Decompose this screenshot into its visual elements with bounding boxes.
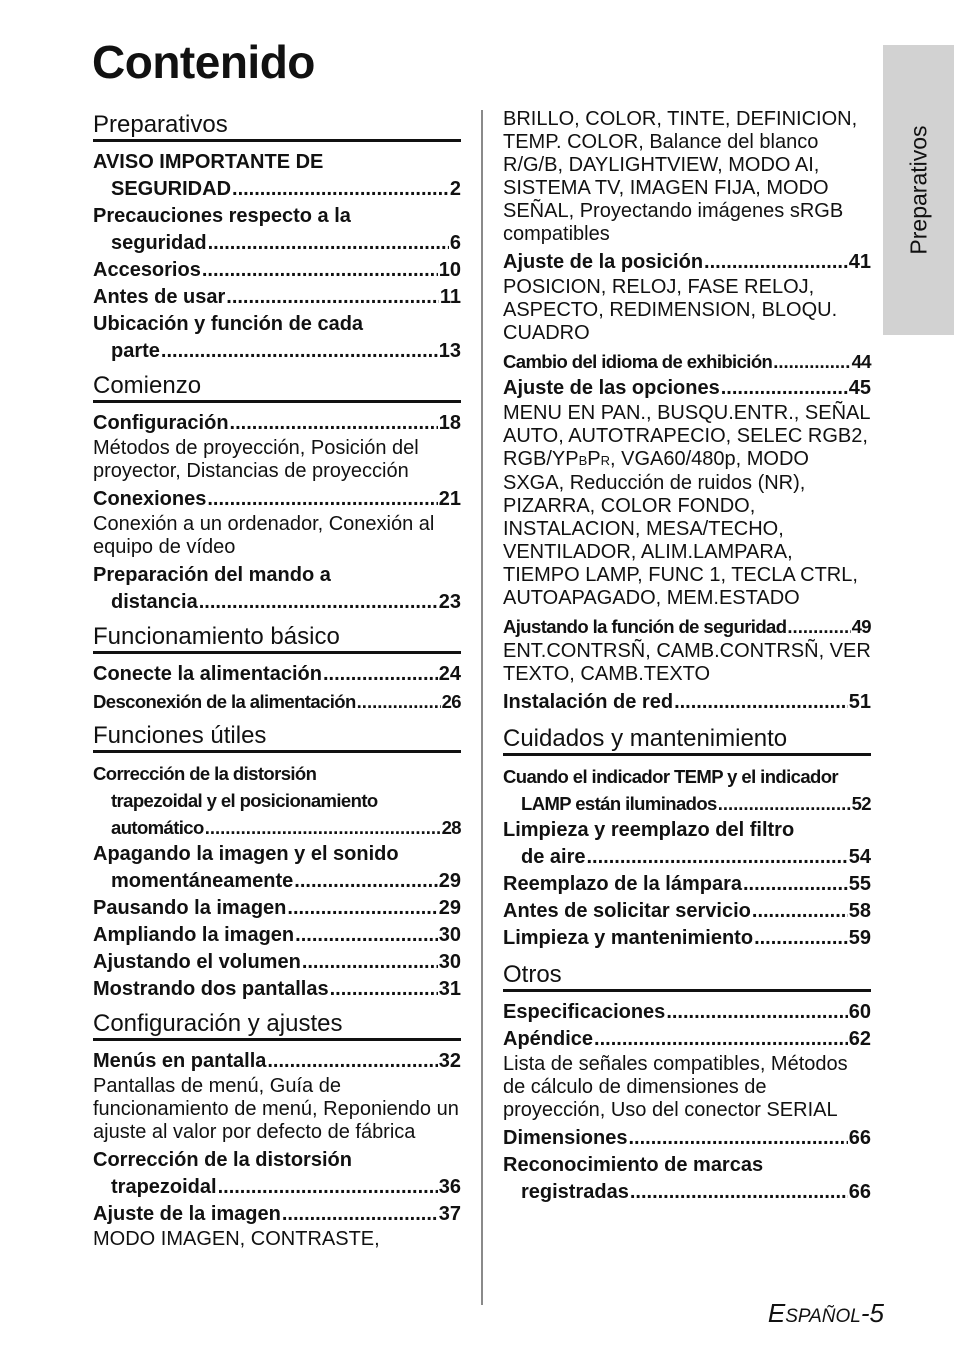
toc-right-column xyxy=(503,108,871,1206)
toc-entry-text: Ajuste de las opciones xyxy=(503,377,720,399)
page-number: 32 xyxy=(438,1050,461,1072)
side-tab-label: Preparativos xyxy=(905,125,931,255)
page-number: 2 xyxy=(449,178,461,200)
page-number: 51 xyxy=(848,691,871,713)
toc-entry-text: parte xyxy=(111,340,160,362)
toc-entry-description: Pantallas de menú, Guía de funcionamiento de menú, Reponiendo un ajuste al valor por defecto de fábrica xyxy=(93,1075,459,1143)
toc-entry-apagando-imagen[interactable] xyxy=(93,841,461,895)
toc-entry-description: BRILLO, COLOR, TINTE, DEFINICION, TEMP. COLOR, Balance del blanco R/G/B, DAYLIGHTVIEW, MODO AI, SISTEMA TV, IMAGEN FIJA, MODO SEÑAL, Proyectando imágenes sRGB compatibles xyxy=(503,108,858,245)
toc-entry-correccion-trapezoidal-auto[interactable] xyxy=(93,760,461,841)
toc-entry-conexiones[interactable] xyxy=(93,486,461,513)
toc-entry-text: Corrección de la distorsión xyxy=(93,763,317,784)
toc-entry-text: Antes de usar xyxy=(93,286,226,308)
leader-dots xyxy=(330,976,438,1003)
page-number: 52 xyxy=(851,793,871,814)
page-number: 26 xyxy=(441,691,461,712)
leader-dots xyxy=(267,1048,437,1075)
section-side-tab xyxy=(883,45,954,335)
leader-dots xyxy=(787,613,850,640)
toc-entry-text: Reconocimiento de marcas xyxy=(503,1154,764,1176)
toc-entry-text: Limpieza y mantenimiento xyxy=(503,927,754,949)
toc-entry-text: Limpieza y reemplazo del filtro xyxy=(503,819,795,841)
footer-page-number: -5 xyxy=(860,1298,884,1328)
page-number: 31 xyxy=(438,978,461,1000)
toc-entry-description: ENT.CONTRSÑ, CAMB.CONTRSÑ, VER TEXTO, CAMB.TEXTO xyxy=(503,640,871,685)
leader-dots xyxy=(666,999,847,1026)
toc-entry-text: Ajuste de la imagen xyxy=(93,1203,281,1225)
toc-entry-text: Conecte la alimentación xyxy=(93,663,322,685)
toc-entry-mando-distancia[interactable] xyxy=(93,562,461,616)
toc-entry-accesorios[interactable] xyxy=(93,257,461,284)
toc-entry-text: AVISO IMPORTANTE DE xyxy=(93,151,324,173)
page-number: 29 xyxy=(438,870,461,892)
toc-entry-text: Precauciones respecto a la xyxy=(93,205,351,227)
toc-entry-text: Preparación del mando a xyxy=(93,564,331,586)
toc-entry-text: Apagando la imagen y el sonido xyxy=(93,843,399,865)
toc-entry-text: momentáneamente xyxy=(111,870,294,892)
page-number: 30 xyxy=(438,924,461,946)
leader-dots xyxy=(208,230,449,257)
toc-entry-indicador-temp[interactable] xyxy=(503,763,871,817)
toc-entry-text: Menús en pantalla xyxy=(93,1050,267,1072)
column-divider xyxy=(481,110,483,1305)
subscript-text: R xyxy=(600,453,610,468)
leader-dots xyxy=(752,898,848,925)
leader-dots xyxy=(199,589,438,616)
leader-dots xyxy=(718,790,851,817)
toc-entry-description: Métodos de proyección, Posición del proyector, Distancias de proyección xyxy=(93,437,419,482)
section-title-configuracion-ajustes: Configuración y ajustes xyxy=(93,1011,461,1041)
toc-entry-text: registradas xyxy=(521,1181,629,1203)
page-title: Contenido xyxy=(92,36,315,88)
leader-dots xyxy=(628,1125,847,1152)
toc-entry-dos-pantallas[interactable] xyxy=(93,976,461,1003)
toc-entry-text: Cuando el indicador TEMP y el indicador xyxy=(503,766,839,787)
page-number: 28 xyxy=(441,817,461,838)
page-number: 62 xyxy=(848,1028,871,1050)
leader-dots xyxy=(232,176,449,203)
toc-entry-text: Ampliando la imagen xyxy=(93,924,295,946)
page-number: 49 xyxy=(851,616,871,637)
toc-entry-configuracion[interactable] xyxy=(93,410,461,437)
leader-dots xyxy=(287,895,437,922)
toc-entry-text: automático xyxy=(111,817,204,838)
toc-entry-description: Lista de señales compatibles, Métodos de cálculo de dimensiones de proyección, Uso del conector SERIAL xyxy=(503,1053,848,1121)
toc-entry-text: Instalación de red xyxy=(503,691,674,713)
section-title-funciones-utiles: Funciones útiles xyxy=(93,723,461,753)
leader-dots xyxy=(674,689,848,716)
toc-entry-description: MODO IMAGEN, CONTRASTE, xyxy=(93,1228,380,1250)
toc-entry-text: Mostrando dos pantallas xyxy=(93,978,329,1000)
page-number: 21 xyxy=(438,488,461,510)
toc-entry-text: Reemplazo de la lámpara xyxy=(503,873,742,895)
toc-entry-text: Dimensiones xyxy=(503,1127,628,1149)
page-number: 41 xyxy=(848,251,871,273)
toc-entry-text: Desconexión de la alimentación xyxy=(93,691,356,712)
leader-dots xyxy=(226,284,439,311)
toc-entry-text: Antes de solicitar servicio xyxy=(503,900,751,922)
page-number: 60 xyxy=(848,1001,871,1023)
toc-entry-funcion-seguridad[interactable] xyxy=(503,613,871,640)
page-number: 10 xyxy=(438,259,461,281)
toc-entry-especificaciones[interactable] xyxy=(503,999,871,1026)
page-number: 59 xyxy=(848,927,871,949)
section-title-funcionamiento-basico: Funcionamiento básico xyxy=(93,624,461,654)
leader-dots xyxy=(743,871,848,898)
toc-entry-text: SEGURIDAD xyxy=(111,178,232,200)
page-number: 44 xyxy=(851,351,871,372)
leader-dots xyxy=(161,338,438,365)
page-number: 18 xyxy=(438,412,461,434)
toc-entry-dimensiones[interactable] xyxy=(503,1125,871,1152)
leader-dots xyxy=(594,1026,848,1053)
page-number: 58 xyxy=(848,900,871,922)
leader-dots xyxy=(357,688,441,715)
toc-entry-text: Ajuste de la posición xyxy=(503,251,704,273)
toc-entry-text: trapezoidal xyxy=(111,1176,217,1198)
page-number: 24 xyxy=(438,663,461,685)
page-number: 45 xyxy=(848,377,871,399)
leader-dots xyxy=(630,1179,848,1206)
page-number: 30 xyxy=(438,951,461,973)
toc-entry-limpieza-filtro[interactable] xyxy=(503,817,871,871)
toc-entry-aviso[interactable] xyxy=(93,149,461,203)
toc-entry-apendice[interactable] xyxy=(503,1026,871,1053)
toc-entry-text: Conexiones xyxy=(93,488,207,510)
leader-dots xyxy=(207,486,437,513)
page-number: 36 xyxy=(438,1176,461,1198)
leader-dots xyxy=(282,1201,438,1228)
section-title-preparativos: Preparativos xyxy=(93,112,461,142)
page-number: 66 xyxy=(848,1127,871,1149)
leader-dots xyxy=(721,375,848,402)
toc-entry-text: Pausando la imagen xyxy=(93,897,287,919)
toc-entry-conecte-alimentacion[interactable] xyxy=(93,661,461,688)
toc-entry-text: Especificaciones xyxy=(503,1001,666,1023)
toc-entry-marcas-registradas[interactable] xyxy=(503,1152,871,1206)
toc-entry-text: trapezoidal y el posicionamiento xyxy=(111,790,378,811)
toc-entry-text: Configuración xyxy=(93,412,229,434)
description-text: , VGA60/480p, MODO SXGA, Reducción de ruidos (NR), PIZARRA, COLOR FONDO, INSTALACION, MESA/TECHO, VENTILADOR, ALIM.LAMPARA, TIEMPO LAMP, FUNC 1, TECLA CTRL, AUTOAPAGADO, MEM.ESTADO xyxy=(503,448,858,609)
toc-left-column xyxy=(93,108,461,1254)
footer-lang-rest: SPAÑOL xyxy=(785,1306,861,1327)
toc-entry-ajuste-posicion[interactable] xyxy=(503,249,871,276)
toc-entry-desconexion-alimentacion[interactable] xyxy=(93,688,461,715)
section-title-comienzo: Comienzo xyxy=(93,373,461,403)
toc-entry-text: seguridad xyxy=(111,232,207,254)
toc-entry-text: Ubicación y función de cada xyxy=(93,313,364,335)
toc-entry-pausando[interactable] xyxy=(93,895,461,922)
toc-entry-antes-de-usar[interactable] xyxy=(93,284,461,311)
toc-entry-text: LAMP están iluminados xyxy=(521,793,717,814)
subscript-text: B xyxy=(578,453,588,468)
section-title-otros: Otros xyxy=(503,962,871,992)
toc-entry-ajuste-imagen[interactable] xyxy=(93,1201,461,1228)
toc-entry-menus-pantalla[interactable] xyxy=(93,1048,461,1075)
leader-dots xyxy=(202,257,438,284)
toc-entry-text: Ajustando la función de seguridad xyxy=(503,616,787,637)
toc-entry-cambio-idioma[interactable] xyxy=(503,348,871,375)
page-number: 23 xyxy=(438,591,461,613)
toc-entry-correccion-trapezoidal[interactable] xyxy=(93,1147,461,1201)
toc-entry-ampliando[interactable] xyxy=(93,922,461,949)
leader-dots xyxy=(294,868,437,895)
leader-dots xyxy=(230,410,438,437)
leader-dots xyxy=(754,925,848,952)
page-number: 55 xyxy=(848,873,871,895)
page-footer xyxy=(768,1298,884,1329)
section-title-cuidados: Cuidados y mantenimiento xyxy=(503,726,871,756)
leader-dots xyxy=(302,949,438,976)
leader-dots xyxy=(323,661,438,688)
page-number: 11 xyxy=(439,286,461,308)
leader-dots xyxy=(295,922,438,949)
toc-entry-text: Apéndice xyxy=(503,1028,594,1050)
toc-entry-text: Ajustando el volumen xyxy=(93,951,301,973)
description-text: P xyxy=(587,448,601,470)
leader-dots xyxy=(218,1174,438,1201)
toc-entry-description xyxy=(503,402,871,610)
page-number: 13 xyxy=(438,340,461,362)
toc-entry-text: distancia xyxy=(111,591,198,613)
toc-entry-precauciones[interactable] xyxy=(93,203,461,257)
toc-entry-text: Accesorios xyxy=(93,259,201,281)
toc-entry-reemplazo-lampara[interactable] xyxy=(503,871,871,898)
toc-entry-ajuste-opciones[interactable] xyxy=(503,375,871,402)
leader-dots xyxy=(773,348,850,375)
toc-entry-limpieza-mantenimiento[interactable] xyxy=(503,925,871,952)
page-number: 6 xyxy=(449,232,461,254)
page-number: 54 xyxy=(848,846,871,868)
leader-dots xyxy=(704,249,848,276)
toc-entry-description: POSICION, RELOJ, FASE RELOJ, ASPECTO, REDIMENSION, BLOQU. CUADRO xyxy=(503,276,838,344)
page-number: 66 xyxy=(848,1181,871,1203)
toc-entry-instalacion-red[interactable] xyxy=(503,689,871,716)
toc-entry-text: Corrección de la distorsión xyxy=(93,1149,352,1171)
toc-entry-volumen[interactable] xyxy=(93,949,461,976)
toc-entry-ubicacion[interactable] xyxy=(93,311,461,365)
footer-lang-initial: E xyxy=(767,1298,786,1328)
toc-entry-text: Cambio del idioma de exhibición xyxy=(503,351,773,372)
toc-entry-text: de aire xyxy=(521,846,586,868)
description-text: MENU EN PAN., BUSQU.ENTR., SEÑAL AUTO, AUTOTRAPECIO, SELEC RGB2, RGB/YP xyxy=(503,402,870,470)
toc-entry-solicitar-servicio[interactable] xyxy=(503,898,871,925)
leader-dots xyxy=(586,844,847,871)
toc-entry-description: Conexión a un ordenador, Conexión al equipo de vídeo xyxy=(93,513,435,558)
page-number: 29 xyxy=(438,897,461,919)
page-number: 37 xyxy=(438,1203,461,1225)
leader-dots xyxy=(205,814,441,841)
